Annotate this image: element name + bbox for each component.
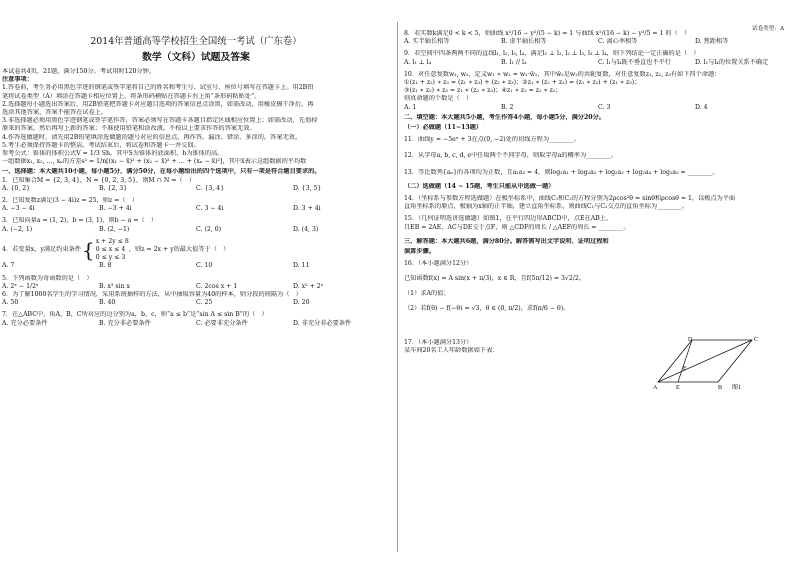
- option: C. l₁与l₄既不垂直也不平行: [598, 58, 672, 66]
- option: A. (−2, 1): [2, 225, 33, 233]
- option: B. 2: [501, 103, 514, 111]
- segment-de: [678, 340, 692, 382]
- figure-1-parallelogram: [644, 336, 768, 392]
- intro-line: 注意事项：: [2, 76, 33, 84]
- option: D. 4: [695, 103, 708, 111]
- option: C. 3 − 4i: [196, 205, 224, 213]
- label-c: C: [754, 337, 759, 343]
- option: D. {3, 5}: [293, 184, 322, 192]
- option: B. −3 + 4i: [99, 205, 132, 213]
- question-4-stem: [2, 238, 390, 263]
- section2-optional: （二）选做题（14 ~ 15题，考生只能从中选做一题）: [404, 182, 555, 190]
- question-9-options: [404, 59, 792, 67]
- question-13: 13．等比数列{aₙ}的各项均为正数，且a₁a₅ = 4，则log₂a₁ + log₂a₂ + log₂a₃ + log₂a₄ + log₂a₅ = ________。: [404, 168, 719, 176]
- question-1-stem: 1．已知集合M = {2, 3, 4}，N = {0, 2, 3, 5}，则M ∩ N =（ ）: [2, 176, 195, 184]
- intro-line: 原来的答案，然后再写上新的答案；不准使用铅笔和涂改液。不按以上要求作答的答案无效。: [2, 125, 256, 133]
- section3-header-cont: 演算步骤。: [404, 248, 435, 256]
- option: C. 2cos x + 1: [196, 282, 238, 290]
- question-16-part1: （1）求A的值；: [404, 290, 450, 298]
- option: D. 20: [293, 299, 310, 307]
- intro-line: 本试卷共4页，21题，满分150分。考试用时120分钟。: [2, 68, 155, 75]
- section2-required: （一）必做题（11~13题）: [404, 124, 483, 132]
- label-a: A: [653, 385, 658, 391]
- intro-line: 3.非选择题必须用黑色字迹钢笔或签字笔作答，答案必须写在答题卡各题目指定区域相应位置上；如需改动，先划掉: [2, 117, 318, 125]
- option: A. 50: [2, 299, 19, 307]
- option: A. 充分必要条件: [2, 319, 48, 327]
- question-2-options: [2, 205, 390, 213]
- option: A. {0, 2}: [2, 184, 31, 192]
- constraint: 0 ≤ x ≤ 4: [95, 246, 126, 254]
- option: B. x³ sin x: [99, 282, 131, 290]
- option: C. 25: [196, 299, 213, 307]
- variance-formula: 一组数据x₁, x₂, …, xₙ的方差s² = 1/n[(x₁ − x̄)² + (x₂ − x̄)² + … + (xₙ − x̄)²]，其中x̄表示这组数据的平均数: [2, 158, 307, 166]
- exam-type-label: 试卷类型：A: [751, 26, 784, 32]
- question-3-options: [2, 226, 390, 234]
- question-10-prompt: 则真命题的个数是（ ）: [404, 95, 473, 103]
- figure-caption: 图1: [732, 385, 742, 391]
- intro-line: 2.选择题每小题选出答案后，用2B铅笔把答题卡对应题目选项的答案信息点涂黑，如需改动，用橡皮擦干净后，再: [2, 100, 314, 108]
- question-4-tail: ，则z = 2x + y的最大值等于（ ）: [128, 246, 230, 254]
- constraint: x + 2y ≤ 8: [95, 237, 129, 245]
- constraint: 0 ≤ y ≤ 3: [95, 254, 126, 262]
- question-17-title: 17．（本小题满分13分）: [404, 338, 473, 346]
- intro-line: 选涂其他答案，答案不能答在试卷上。: [2, 109, 108, 117]
- intro-line: 4.作答选做题时，请先用2B铅笔填涂选做题的题号对应的信息点，再作答。漏涂、错涂、多涂的，答案无效。: [2, 133, 302, 141]
- option: C. (2, 0): [196, 225, 222, 233]
- option: D. 11: [293, 262, 310, 270]
- option: B. 充分非必要条件: [99, 319, 151, 327]
- question-16-stem: 已知函数f(x) = A sin(x + π/3)，x ∈ R，且f(5π/12) = 3√2/2。: [404, 275, 586, 283]
- section1-header: 一、选择题：本大题共10小题，每小题5分，满分50分，在每小题给出的四个选项中，只有一项是符合题目要求的。: [2, 168, 321, 176]
- option: D. 非充分非必要条件: [293, 319, 352, 327]
- constraint-brace: {: [81, 238, 95, 263]
- option: C. {3, 4}: [196, 184, 225, 192]
- question-10-stem: 10．对任意复数w₁, w₂，定义w₁ ∗ w₂ = w₁·w̄₂，其中w̄₂是w₂的共轭复数，对任意复数z₁, z₂, z₃有如下四个命题：: [404, 70, 721, 78]
- question-4-lead: 4．若变量x，y满足约束条件: [2, 246, 81, 254]
- option: B. 40: [99, 299, 116, 307]
- option: D. (4, 3): [293, 225, 319, 233]
- question-10-proposition: ①(z₁ + z₂) ∗ z₃ = (z₁ ∗ z₃) + (z₂ ∗ z₃)；②z₁ ∗ (z₂ + z₃) = (z₁ ∗ z₂) + (z₁ ∗ z₃)；: [404, 79, 641, 87]
- question-12: 12．从字母a, b, c, d, e中任取两个不同字母，则取字母a的概率为________。: [404, 152, 618, 160]
- option: A. 实半轴长相等: [404, 38, 450, 46]
- question-14-cont: 直角坐标系的原点，极轴为x轴的正半轴，建立直角坐标系，则曲线C₁与C₂交点的直角坐标为________。: [404, 203, 688, 211]
- constraint-list: [96, 238, 129, 263]
- question-14: 14．（坐标系与参数方程选做题）在极坐标系中，曲线C₁和C₂的方程分别为2ρcos²θ = sinθ和ρcosθ = 1，以极点为平面: [404, 195, 736, 203]
- question-8-stem: 8．若实数k满足0 < k < 5，则曲线 x²/16 − y²/(5 − k) = 1 与曲线 x²/(16 − k) − y²/5 = 1 的（ ）: [404, 30, 691, 37]
- option: D. 焦距相等: [695, 38, 729, 46]
- option: C. 离心率相等: [598, 38, 638, 46]
- option: C. 10: [196, 262, 213, 270]
- intro-line: 1.答卷前，考生务必用黑色字迹的钢笔或签字笔将自己的姓名和考生号、试室号、座位号填写在答题卡上。用2B铅: [2, 84, 314, 92]
- question-5-stem: 5．下列函数为奇函数的是（ ）: [2, 274, 93, 282]
- question-4-options: [2, 262, 390, 270]
- option: A. 1: [404, 103, 417, 111]
- question-15: 15．（几何证明选讲选做题）如图1，在平行四边形ABCD中，点E在AB上，: [404, 215, 613, 223]
- question-11: 11．曲线y = −5eˣ + 3在点(0, −2)处的切线方程为________。: [404, 136, 580, 144]
- exam-subtitle: 数学（文科）试题及答案: [142, 52, 250, 63]
- question-5-options: [2, 283, 390, 291]
- question-1-options: [2, 185, 390, 193]
- section3-header: 三、解答题：本大题共6题，满分80分。解答需写出文字说明、证明过程和: [404, 237, 609, 245]
- label-b: B: [718, 385, 723, 391]
- question-10-proposition: ③(z₁ ∗ z₂) ∗ z₃ = z₁ ∗ (z₂ ∗ z₃)；④z₁ ∗ z₂ = z₂ ∗ z₁；: [404, 87, 562, 95]
- option: A. −3 − 4i: [2, 205, 35, 213]
- intro-line: 5.考生必须保持答题卡的整洁。考试结束后，将试卷和答题卡一并交回。: [2, 141, 200, 149]
- question-7-options: [2, 320, 390, 328]
- option: C. 3: [598, 103, 611, 111]
- option: B. 虚半轴长相等: [501, 38, 547, 46]
- option: B. (2, −1): [99, 225, 130, 233]
- label-e: E: [676, 385, 680, 391]
- option: B. l₁ // l₄: [501, 58, 527, 66]
- option: C. 必要非充分条件: [196, 319, 248, 327]
- question-2-stem: 2．已知复数z满足(3 − 4i)z = 25，则z =（ ）: [2, 197, 138, 205]
- question-17-stem: 某车间20名工人年龄数据如下表：: [404, 346, 499, 354]
- label-d: D: [688, 337, 693, 343]
- option: A. 2ˣ − 1/2ˣ: [2, 282, 39, 290]
- option: D. l₁与l₄的位置关系不确定: [695, 58, 769, 66]
- option: B. {2, 3}: [99, 184, 128, 192]
- column-divider: [397, 22, 398, 552]
- option: B. 8: [99, 262, 112, 270]
- question-10-options: [404, 104, 792, 112]
- right-column: [404, 20, 792, 355]
- section2-header: 二、填空题：本大题共5小题，考生作答4小题，每小题5分，满分20分。: [404, 113, 605, 121]
- exam-title: 2014年普通高等学校招生全国统一考试（广东卷）: [90, 36, 302, 47]
- option: A. l₁ ⊥ l₄: [404, 58, 432, 66]
- question-3-stem: 3．已知向量a = (1, 2)，b = (3, 1)，则b − a =（ ）: [2, 217, 158, 225]
- question-16-title: 16．（本小题满分12分）: [404, 260, 473, 268]
- question-9-stem: 9．若空间中四条两两不同的直线l₁, l₂, l₃, l₄，满足l₁ ⊥ l₂, l₂ ⊥ l₃, l₃ ⊥ l₄，则下列结论一定正确的是（ ）: [404, 50, 700, 58]
- question-7-stem: 7．在△ABC中，角A，B，C所对应的边分别为a，b，c，则“a ≤ b”是“sin A ≤ sin B”的（ ）: [2, 311, 268, 319]
- left-column: [2, 20, 390, 328]
- question-6-options: [2, 299, 390, 307]
- question-16-part2: （2）若f(θ) − f(−θ) = √3，θ ∈ (0, π/2)，求f(π/6 − θ)。: [404, 304, 570, 312]
- diagonal-ac: [658, 340, 752, 382]
- intro-line: 笔将试卷类型（A）填涂在答题卡相应位置上。将条形码横贴在答题卡右上角“条形码粘贴处”。: [2, 92, 261, 100]
- formula-reference: 参考公式：锥体的体积公式V = 1/3 Sh，其中S为锥体的底面积，h为锥体的高。: [2, 150, 224, 158]
- label-f: F: [683, 366, 687, 372]
- question-6-stem: 6．为了解1000名学生的学习情况，采用系统抽样的方法，从中抽取容量为40的样本，则分段的间隔为（ ）: [2, 291, 302, 299]
- option: A. 7: [2, 262, 15, 270]
- question-15-cont: 且EB = 2AE，AC与DE交于点F，则 △CDF的周长 / △AEF的周长 = ________。: [404, 223, 630, 231]
- option: D. x² + 2ˣ: [293, 282, 324, 290]
- option: D. 3 + 4i: [293, 205, 321, 213]
- question-8-options: [404, 38, 792, 46]
